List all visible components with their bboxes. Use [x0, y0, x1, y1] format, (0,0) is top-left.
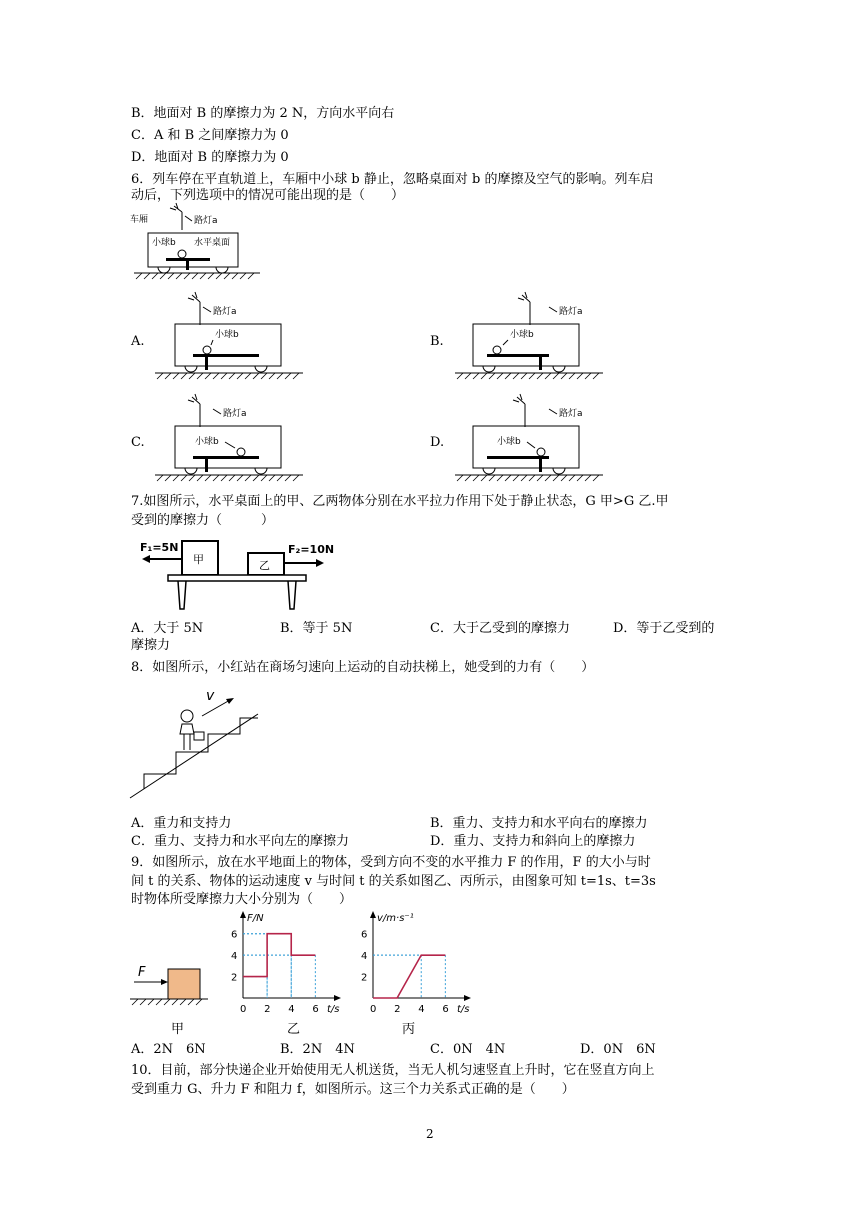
force-chart-y-tick: 4 — [231, 951, 238, 963]
question-10-line1: 10．目前，部分快递企业开始使用无人机送货，当无人机匀速竖直上升时，它在竖直方向上 — [131, 1063, 655, 1078]
q9-option-a: A．2N 6N — [131, 1042, 206, 1057]
q6-figure-a — [155, 290, 315, 385]
q7-option-d-cont: 摩擦力 — [131, 638, 171, 653]
force-chart-x-label: t/s — [327, 1004, 340, 1015]
force-time-chart — [225, 910, 345, 1015]
question-6-line1: 6．列车停在平直轨道上，车厢中小球 b 静止，忽略桌面对 b 的摩擦及空气的影响。列车启 — [131, 172, 654, 187]
q7-figure — [140, 535, 340, 615]
q6-main-figure — [130, 200, 270, 285]
question-8: 8．如图所示，小红站在商场匀速向上运动的自动扶梯上，她受到的力有（ ） — [131, 660, 595, 675]
q7-option-d: D．等于乙受到的 — [613, 621, 715, 636]
lamp-label: 路灯a — [194, 216, 218, 226]
caption-jia: 甲 — [171, 1022, 185, 1037]
lamp-icon — [188, 292, 200, 325]
carriage-label: 车厢 — [130, 215, 149, 225]
q8-option-d: D．重力、支持力和斜向上的摩擦力 — [430, 834, 636, 849]
force-chart-x-arrow — [334, 995, 341, 1001]
question-9-line3: 时物体所受摩擦力大小分别为（ ） — [131, 892, 353, 907]
velocity-time-chart — [355, 910, 475, 1015]
q7-option-b: B．等于 5N — [280, 621, 353, 636]
velocity-chart-y-tick: 6 — [361, 929, 368, 941]
caption-yi: 乙 — [287, 1022, 301, 1037]
svg-text:路灯a: 路灯a — [213, 307, 237, 317]
question-9-line2: 间 t 的关系、物体的运动速度 v 与时间 t 的关系如图乙、丙所示，由图象可知 t=1s、t=3s — [131, 874, 656, 889]
lamp-icon — [518, 292, 530, 325]
velocity-chart-y-tick: 2 — [361, 972, 368, 984]
q7-option-a: A．大于 5N — [131, 621, 204, 636]
q9-block-figure — [130, 960, 220, 1010]
velocity-chart-x-arrow — [464, 995, 471, 1001]
q6-figure-d — [455, 392, 615, 487]
svg-text:路灯a: 路灯a — [559, 409, 583, 419]
ball-label: 小球b — [152, 238, 176, 248]
question-9-line1: 9．如图所示，放在水平地面上的物体，受到方向不变的水平推力 F 的作用，F 的大小与时 — [131, 855, 651, 870]
velocity-chart-x-label: t/s — [457, 1004, 470, 1015]
option-5b: B．地面对 B 的摩擦力为 2 N，方向水平向右 — [131, 106, 395, 121]
block — [168, 969, 200, 999]
force-chart-y-tick: 2 — [231, 972, 238, 984]
velocity-chart-x-tick: 2 — [394, 1004, 401, 1015]
q6-option-d: D. — [430, 435, 445, 450]
question-6-line2: 动后，下列选项中的情况可能出现的是（ ） — [131, 188, 405, 203]
q8-option-b: B．重力、支持力和水平向右的摩擦力 — [430, 816, 648, 831]
svg-text:路灯a: 路灯a — [223, 409, 247, 419]
force-chart-x-tick: 2 — [264, 1004, 271, 1015]
force-label: F — [138, 965, 146, 980]
svg-text:小球b: 小球b — [497, 437, 521, 447]
velocity-chart-x-tick: 0 — [370, 1004, 377, 1015]
question-7-line1: 7.如图所示，水平桌面上的甲、乙两物体分别在水平拉力作用下处于静止状态，G 甲>G 乙.甲 — [131, 494, 669, 509]
option-5c: C．A 和 B 之间摩擦力为 0 — [131, 128, 289, 143]
option-5d: D．地面对 B 的摩擦力为 0 — [131, 150, 289, 165]
velocity-chart-x-tick: 4 — [418, 1004, 425, 1015]
velocity-chart-y-arrow — [370, 911, 376, 918]
page-number: 2 — [426, 1127, 434, 1141]
f1-label: F₁=5N — [140, 541, 179, 554]
force-chart-y-label: F/N — [247, 913, 264, 924]
q6-figure-c — [155, 392, 315, 487]
lamp-icon — [188, 394, 200, 427]
lamp-icon — [513, 394, 525, 427]
q6-option-c: C. — [131, 435, 145, 450]
velocity-chart-series-line — [373, 955, 445, 998]
force-chart-y-arrow — [240, 911, 246, 918]
svg-text:路灯a: 路灯a — [559, 307, 583, 317]
velocity-chart-x-tick: 6 — [442, 1004, 449, 1015]
svg-text:小球b: 小球b — [215, 330, 239, 340]
svg-text:小球b: 小球b — [195, 437, 219, 447]
table-label: 水平桌面 — [194, 238, 231, 248]
yi-label: 乙 — [259, 559, 270, 572]
q8-escalator-figure — [130, 682, 270, 812]
f2-label: F₂=10N — [288, 543, 335, 556]
velocity-chart-y-label: v/m·s⁻¹ — [377, 913, 414, 924]
question-7-line2: 受到的摩擦力（ ） — [131, 513, 275, 528]
q9-option-b: B．2N 4N — [280, 1042, 355, 1057]
question-10-line2: 受到重力 G、升力 F 和阻力 f，如图所示。这三个力关系式正确的是（ ） — [131, 1082, 575, 1097]
q9-option-d: D．0N 6N — [580, 1042, 656, 1057]
force-chart-x-tick: 6 — [312, 1004, 319, 1015]
svg-text:小球b: 小球b — [510, 330, 534, 340]
force-chart-y-tick: 6 — [231, 929, 238, 941]
q6-option-a: A. — [131, 334, 145, 349]
velocity-chart-y-tick: 4 — [361, 951, 368, 963]
person-icon — [180, 710, 204, 750]
caption-bing: 丙 — [402, 1022, 416, 1037]
q8-option-c: C．重力、支持力和水平向左的摩擦力 — [131, 834, 349, 849]
force-chart-x-tick: 4 — [288, 1004, 295, 1015]
q6-option-b: B. — [430, 334, 444, 349]
jia-label: 甲 — [193, 553, 204, 566]
q6-figure-b — [455, 290, 615, 385]
lamp-icon — [170, 203, 182, 230]
force-chart-x-tick: 0 — [240, 1004, 247, 1015]
q9-option-c: C．0N 4N — [430, 1042, 506, 1057]
q7-option-c: C．大于乙受到的摩擦力 — [430, 621, 570, 636]
q8-option-a: A．重力和支持力 — [131, 816, 232, 831]
velocity-label: v — [206, 688, 215, 704]
